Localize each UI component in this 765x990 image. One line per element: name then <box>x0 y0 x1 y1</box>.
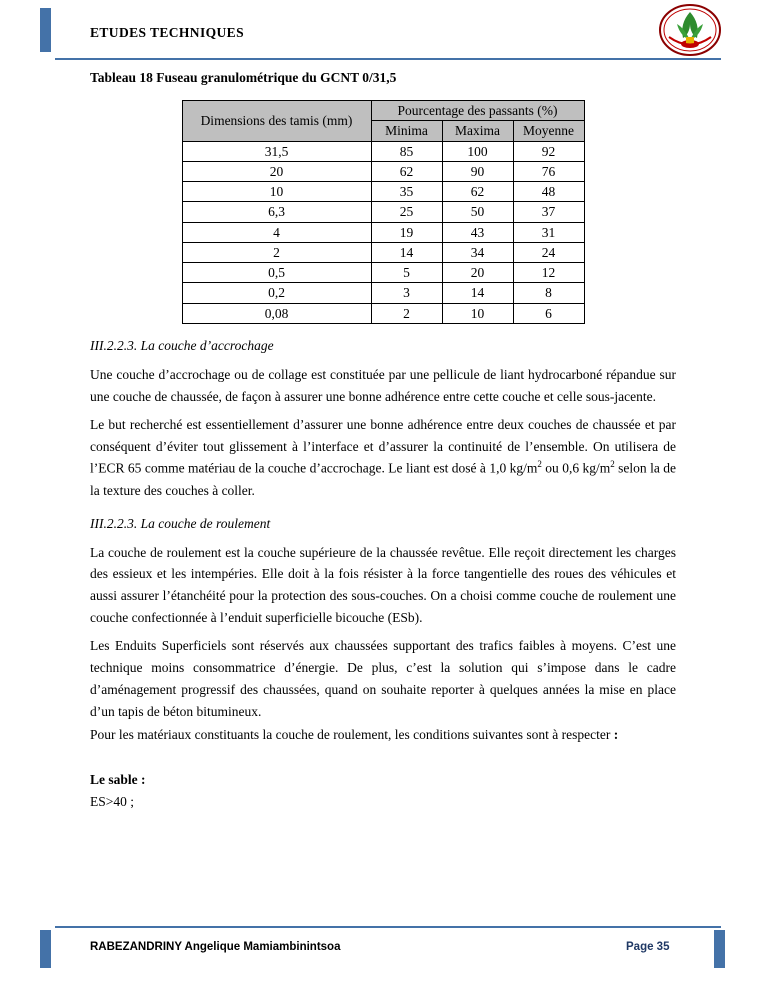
cell-dimension: 31,5 <box>182 141 371 161</box>
cell-minima: 62 <box>371 161 442 181</box>
cell-maxima: 34 <box>442 242 513 262</box>
cell-maxima: 90 <box>442 161 513 181</box>
table-row <box>182 283 584 303</box>
section-heading-roulement: III.2.2.3. La couche de roulement <box>90 515 271 531</box>
paragraph-roulement-2: Les Enduits Superficiels sont réservés aux chaussées supportant des trafics faibles à moyens. C’est une technique moins consommatrice d’énergie. De plus, c’est la solution qui s’impose dans le cadre d’aménagement progressif des chaussées, quand on souhaite reporter à quelques années la mise en place d’un tapis de béton bitumineux. <box>90 638 676 719</box>
table-row <box>182 161 584 181</box>
cell-minima: 85 <box>371 141 442 161</box>
table-header-minima: Minima <box>371 121 442 141</box>
paragraph-accrochage-2-part1: Le but recherché est essentiellement d’assurer une bonne adhérence entre deux couches de chaussée et par conséquent d’éviter tout glissement à l’interface et d’assurer la continuité de l’ensemble. On utilisera de l’ECR 65 comme matériau de la couche d’accrochage. Le liant est dosé à 1,0 kg/m <box>90 416 676 476</box>
cell-moyenne: 8 <box>513 283 584 303</box>
document-content <box>90 62 676 810</box>
cell-dimension: 10 <box>182 182 371 202</box>
table-row <box>182 202 584 222</box>
unit-exponent-1: 2 <box>537 459 542 470</box>
organization-logo-icon <box>659 4 721 56</box>
paragraph-accrochage-2 <box>90 414 676 502</box>
footer-divider <box>55 926 721 928</box>
table-header-percentage: Pourcentage des passants (%) <box>371 101 584 121</box>
granulometry-table <box>182 100 585 324</box>
cell-dimension: 20 <box>182 161 371 181</box>
cell-moyenne: 92 <box>513 141 584 161</box>
table-row <box>182 222 584 242</box>
paragraph-roulement-3-colon: : <box>613 727 619 743</box>
page-header <box>0 0 765 60</box>
cell-minima: 14 <box>371 242 442 262</box>
cell-moyenne: 76 <box>513 161 584 181</box>
footer-page-number: Page 35 <box>626 941 670 953</box>
cell-minima: 35 <box>371 182 442 202</box>
table-row <box>182 182 584 202</box>
paragraph-roulement-3-text: Pour les matériaux constituants la couche de roulement, les conditions suivantes sont à respecter <box>90 727 614 743</box>
table-header-maxima: Maxima <box>442 121 513 141</box>
paragraph-accrochage-2-part3: selon la de la texture des couches à coller. <box>90 460 676 498</box>
cell-dimension: 2 <box>182 242 371 262</box>
header-accent-bar <box>40 8 51 52</box>
table-row <box>182 303 584 323</box>
table-header-dimensions: Dimensions des tamis (mm) <box>182 101 371 142</box>
cell-moyenne: 6 <box>513 303 584 323</box>
table-header-row-top <box>182 101 584 121</box>
cell-maxima: 10 <box>442 303 513 323</box>
cell-maxima: 100 <box>442 141 513 161</box>
cell-moyenne: 31 <box>513 222 584 242</box>
table-row <box>182 141 584 161</box>
header-title: ETUDES TECHNIQUES <box>90 25 244 40</box>
unit-exponent-2: 2 <box>610 459 615 470</box>
cell-minima: 2 <box>371 303 442 323</box>
cell-dimension: 0,5 <box>182 263 371 283</box>
subsection-heading-sable: Le sable : <box>90 772 146 788</box>
cell-dimension: 4 <box>182 222 371 242</box>
cell-dimension: 6,3 <box>182 202 371 222</box>
sable-condition-es: ES>40 ; <box>90 794 134 810</box>
footer-accent-bar-right <box>714 930 725 968</box>
cell-maxima: 20 <box>442 263 513 283</box>
cell-moyenne: 37 <box>513 202 584 222</box>
table-caption: Tableau 18 Fuseau granulométrique du GCNT 0/31,5 <box>90 70 397 85</box>
cell-minima: 25 <box>371 202 442 222</box>
cell-moyenne: 12 <box>513 263 584 283</box>
cell-minima: 19 <box>371 222 442 242</box>
cell-moyenne: 24 <box>513 242 584 262</box>
table-row <box>182 242 584 262</box>
cell-minima: 5 <box>371 263 442 283</box>
cell-dimension: 0,08 <box>182 303 371 323</box>
cell-maxima: 43 <box>442 222 513 242</box>
footer-accent-bar-left <box>40 930 51 968</box>
paragraph-roulement-1: La couche de roulement est la couche supérieure de la chaussée revêtue. Elle reçoit directement les charges des essieux et les intempéries. Elle doit à la fois résister à la force tangentielle des roues des véhicules et aussi assurer l’étanchéité pour la protection des sous-couches. On a choisi comme couche de roulement une couche confectionnée à l’enduit superficielle bicouche (ESb). <box>90 544 676 626</box>
paragraph-accrochage-2-part2: ou 0,6 kg/m <box>541 460 611 476</box>
section-heading-accrochage: III.2.2.3. La couche d’accrochage <box>90 337 274 353</box>
cell-dimension: 0,2 <box>182 283 371 303</box>
paragraph-roulement-3 <box>90 724 676 746</box>
cell-maxima: 14 <box>442 283 513 303</box>
cell-maxima: 62 <box>442 182 513 202</box>
cell-moyenne: 48 <box>513 182 584 202</box>
header-divider <box>55 58 721 60</box>
paragraph-accrochage-1: Une couche d’accrochage ou de collage est constituée par une pellicule de liant hydrocarboné répandue sur une couche de chaussée, de façon à assurer une bonne adhérence entre cette couche et celle sous-jacente. <box>90 366 676 404</box>
footer-author: RABEZANDRINY Angelique Mamiambinintsoa <box>90 941 341 953</box>
cell-minima: 3 <box>371 283 442 303</box>
table-header-moyenne: Moyenne <box>513 121 584 141</box>
cell-maxima: 50 <box>442 202 513 222</box>
table-row <box>182 263 584 283</box>
